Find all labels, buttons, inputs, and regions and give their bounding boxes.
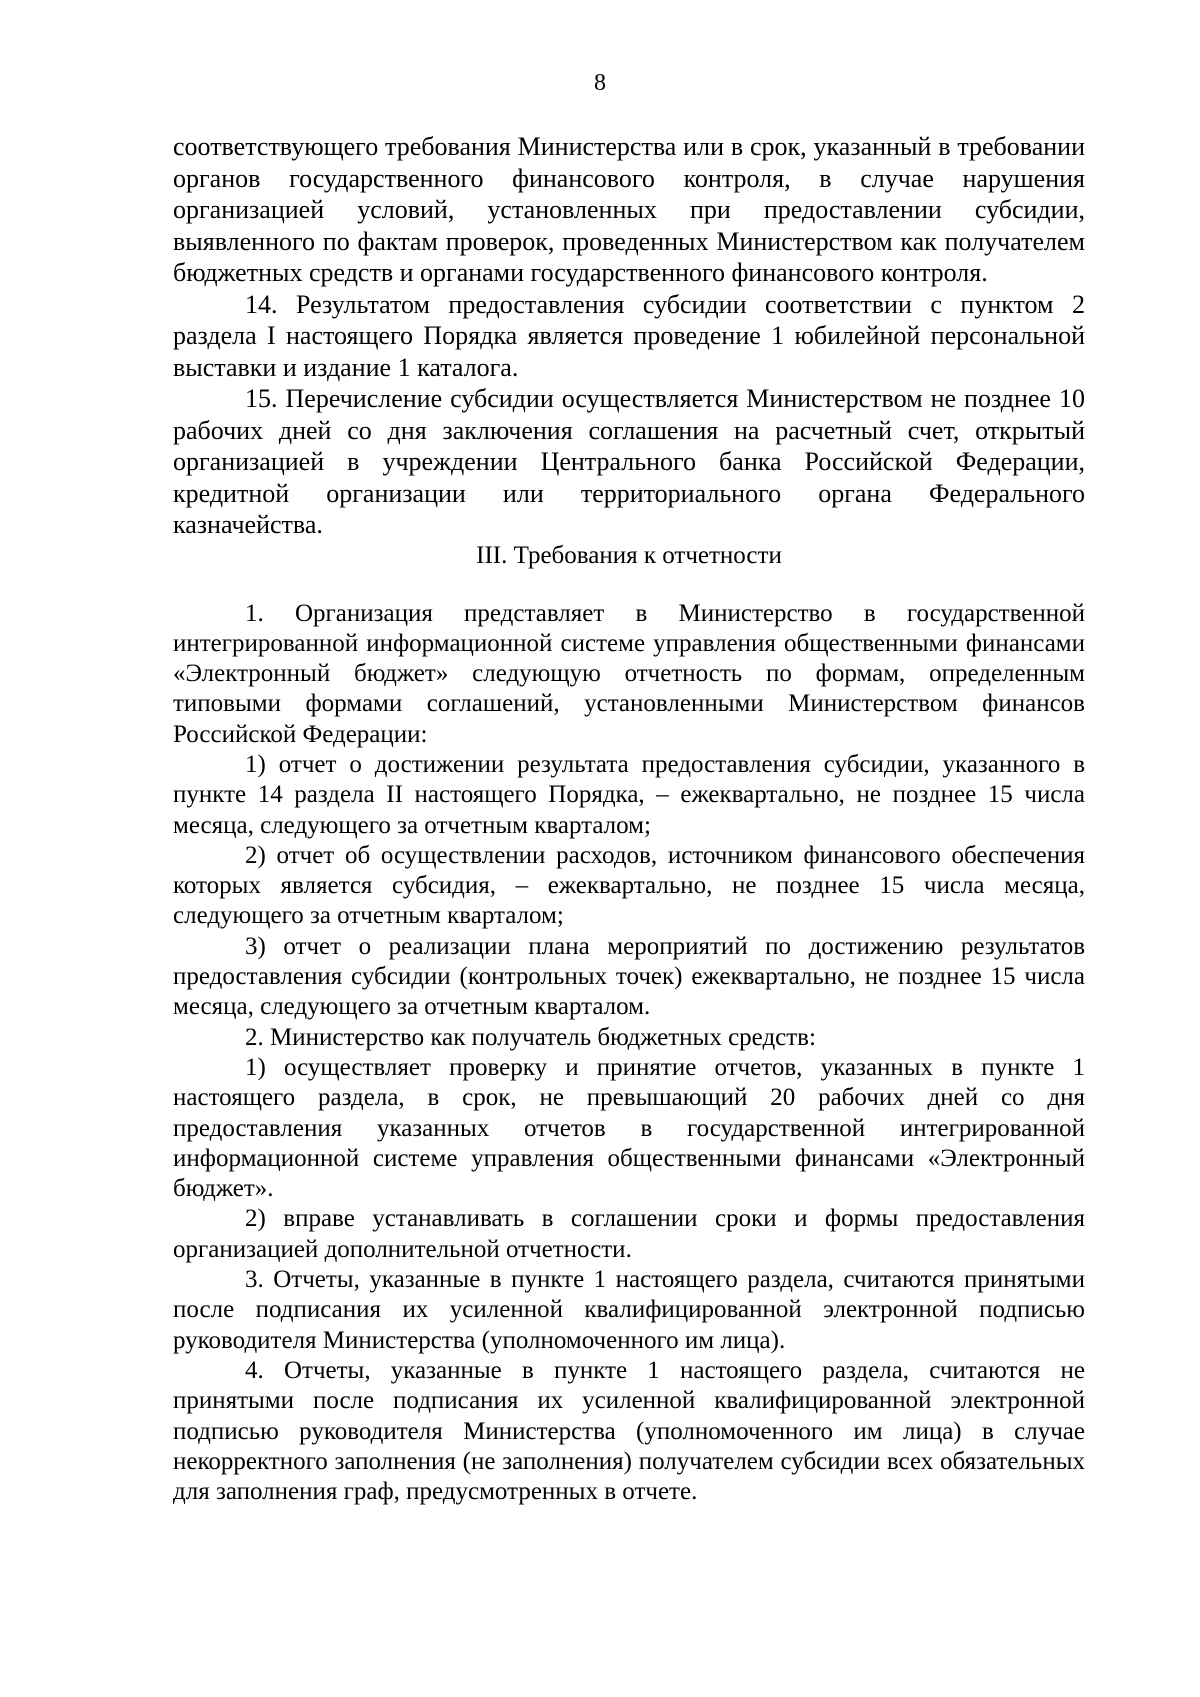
paragraph-item: 1) осуществляет проверку и принятие отчетов, указанных в пункте 1 настоящего раздела, в срок, не превышающий 20 рабочих дней со дня предоставления указанных отчетов в государственной интегрированной информационной системе управления общественными финансами «Электронный бюджет». [173,1053,1085,1203]
paragraph-14: 14. Результатом предоставления субсидии соответствии с пунктом 2 раздела I настоящего Порядка является проведение 1 юбилейной персональной выставки и издание 1 каталога. [173,289,1085,382]
paragraph-item: 1) отчет о достижении результата предоставления субсидии, указанного в пункте 14 раздела II настоящего Порядка, – ежеквартально, не позднее 15 числа месяца, следующего за отчетным кварталом; [173,750,1085,839]
paragraph-item: 2. Министерство как получатель бюджетных средств: [245,1023,816,1051]
paragraph-item: 4. Отчеты, указанные в пункте 1 настоящего раздела, считаются не принятыми после подписания их усиленной квалифицированной электронной подписью руководителя Министерства (уполномоченного им лица) в случае некорректного заполнения (не заполнения) получателем субсидии всех обязательных для заполнения граф, предусмотренных в отчете. [173,1356,1085,1506]
paragraph-item: 3) отчет о реализации плана мероприятий по достижению результатов предоставления субсидии (контрольных точек) ежеквартально, не позднее 15 числа месяца, следующего за отчетным кварталом. [173,932,1085,1021]
document-body [173,131,1085,1507]
section-heading: III. Требования к отчетности [476,541,782,569]
paragraph-item: 3. Отчеты, указанные в пункте 1 настоящего раздела, считаются принятыми после подписания их усиленной квалифицированной электронной подписью руководителя Министерства (уполномоченного им лица). [173,1266,1085,1354]
paragraph-item: 2) вправе устанавливать в соглашении сроки и формы предоставления организацией дополнительной отчетности. [173,1205,1085,1263]
paragraph-continuation: соответствующего требования Министерства или в срок, указанный в требовании органов государственного финансового контроля, в случае нарушения организацией условий, установленных при предоставлении субсидии, выявленного по фактам проверок, проведенных Министерством как получателем бюджетных средств и органами государственного финансового контроля. [173,132,1085,287]
paragraph-15: 15. Перечисление субсидии осуществляется Министерством не позднее 10 рабочих дней со дня заключения соглашения на расчетный счет, открытый организацией в учреждении Центрального банка Российской Федерации, кредитной организации или территориального органа Федерального казначейства. [173,384,1085,539]
page-number: 8 [594,70,606,96]
paragraph-item: 2) отчет об осуществлении расходов, источником финансового обеспечения которых является субсидия, – ежеквартально, не позднее 15 числа месяца, следующего за отчетным кварталом; [173,841,1085,930]
paragraph-item: 1. Организация представляет в Министерство в государственной интегрированной информационной системе управления общественными финансами «Электронный бюджет» следующую отчетность по формам, определенным типовыми формами соглашений, установленными Министерством финансов Российской Федерации: [173,599,1085,748]
